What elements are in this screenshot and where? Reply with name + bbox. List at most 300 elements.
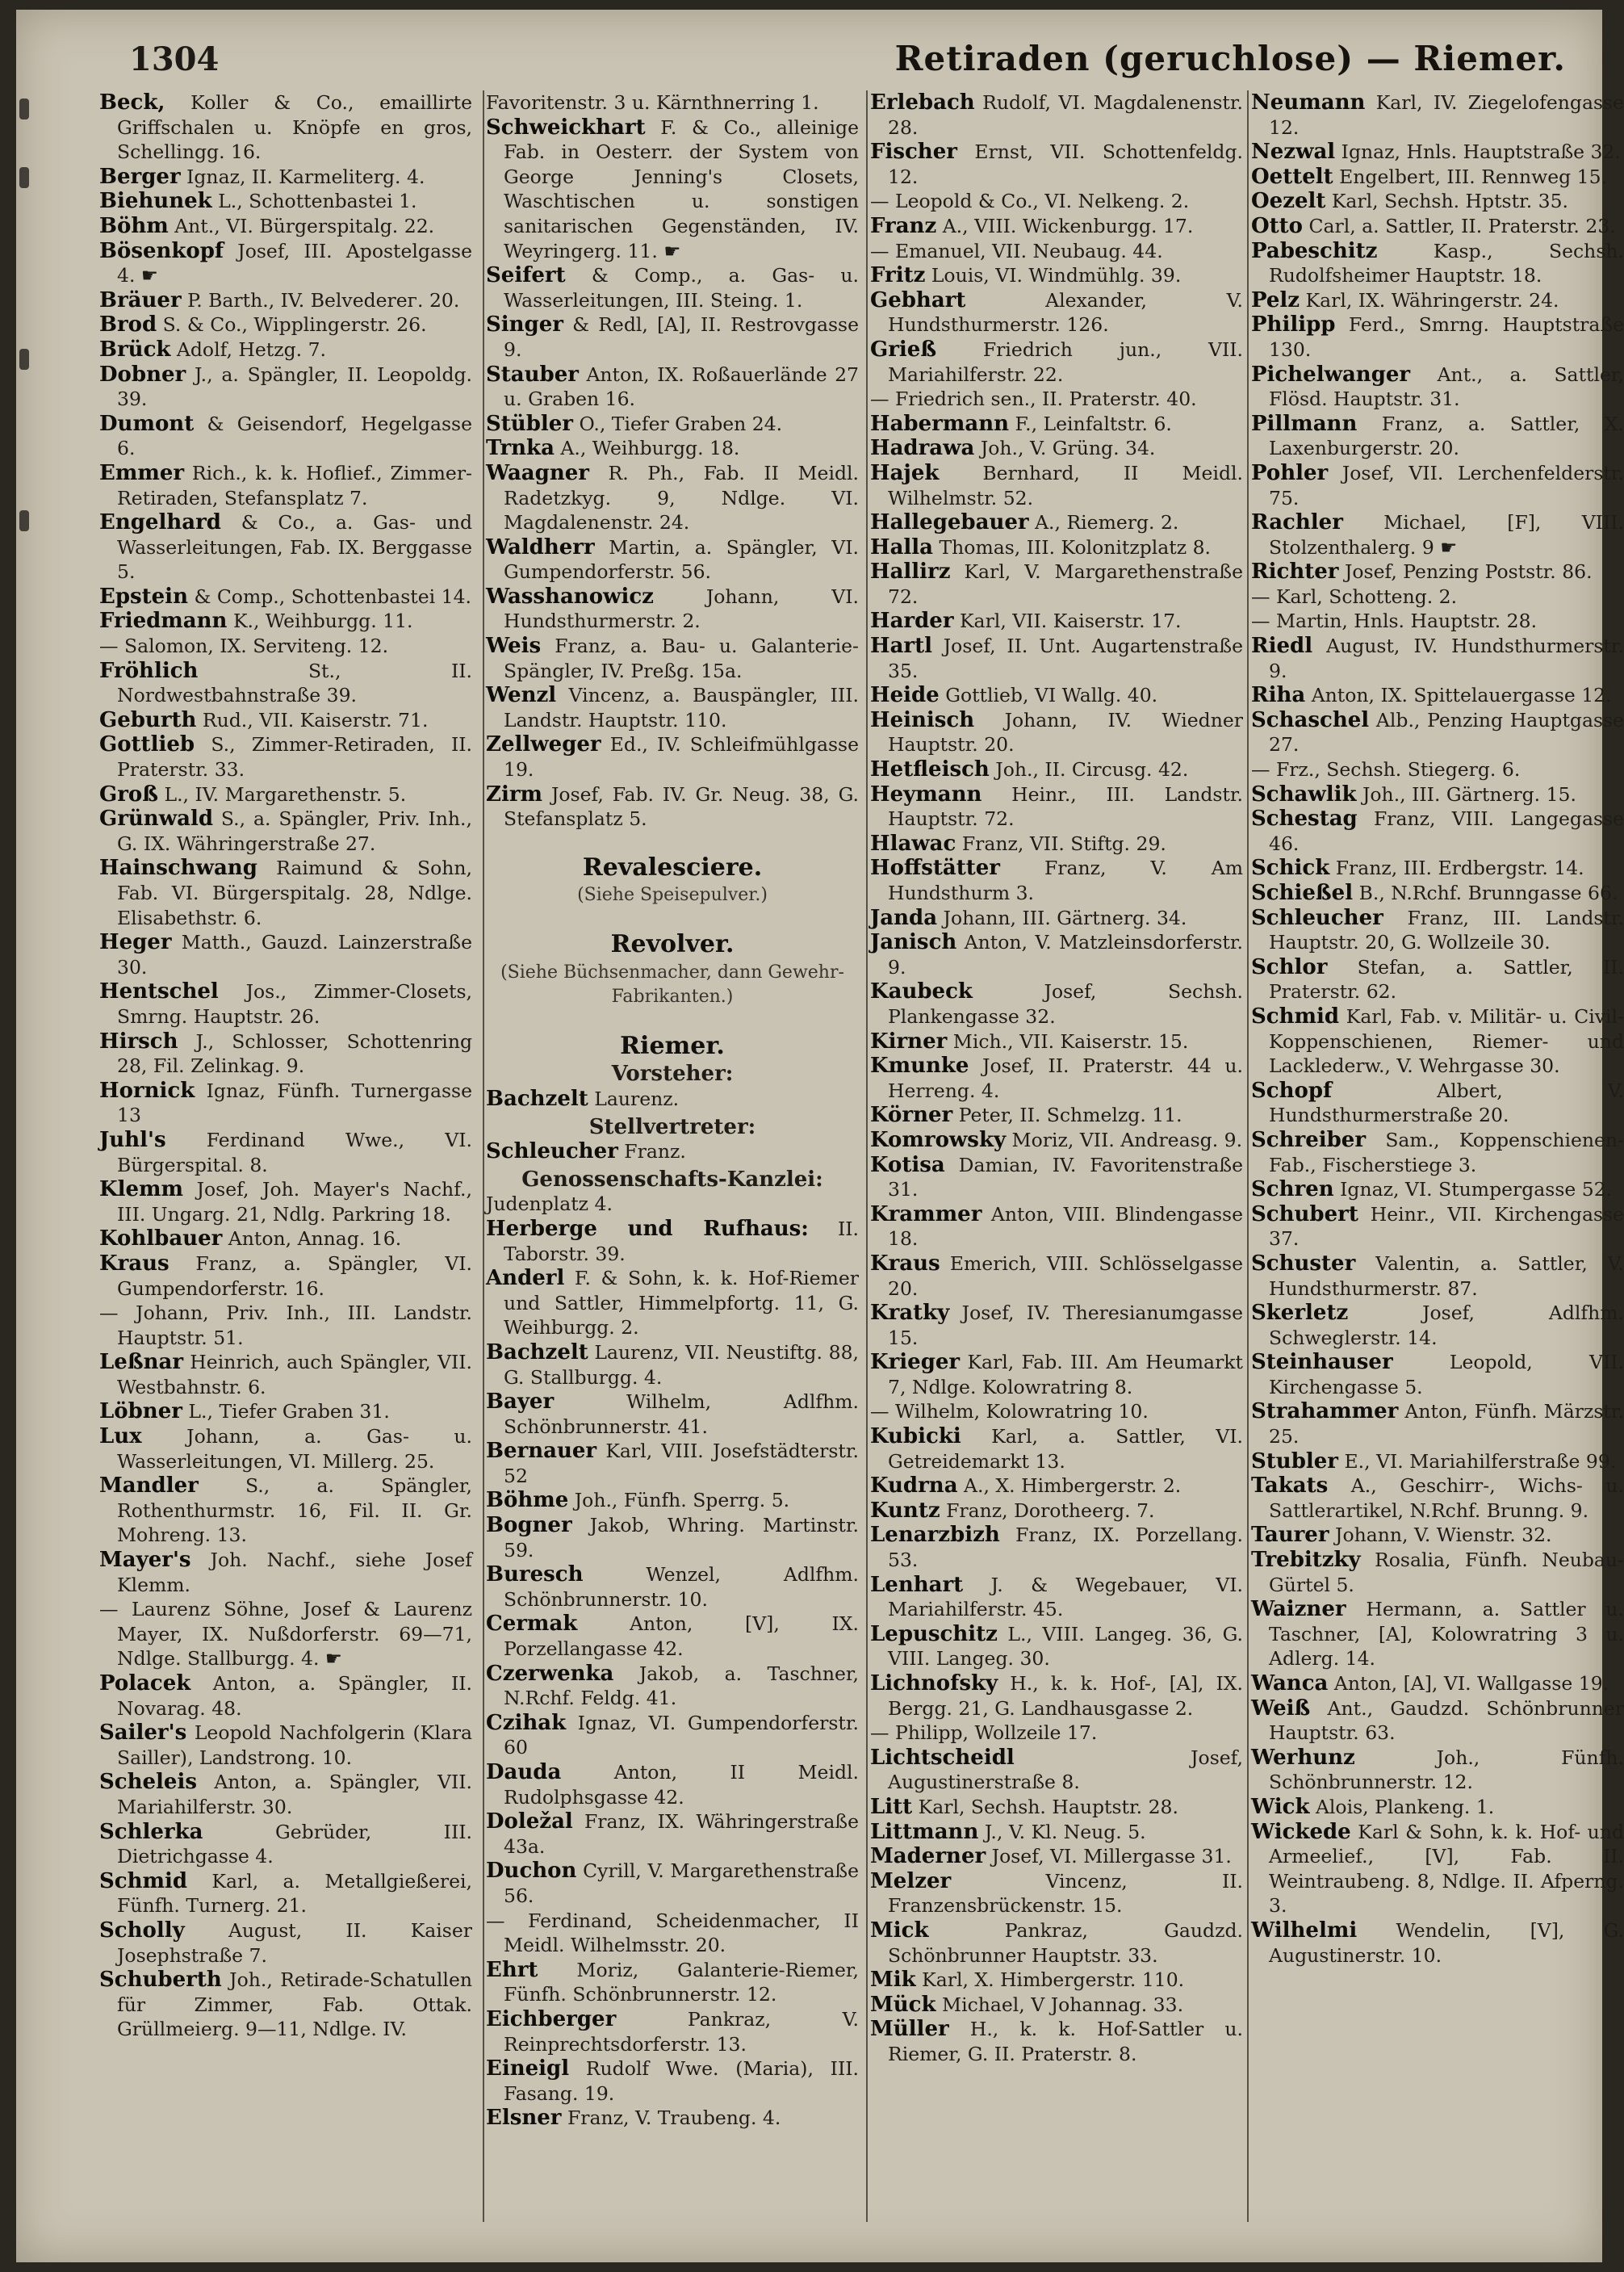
directory-entry xyxy=(870,214,1243,239)
directory-entry xyxy=(1251,782,1624,807)
directory-entry xyxy=(870,1202,1243,1251)
entry-name: Stübler xyxy=(486,411,573,436)
entry-details: Ignaz, Fünfh. Turnergasse 13 xyxy=(117,1079,472,1127)
directory-entry xyxy=(1251,1301,1624,1350)
directory-entry xyxy=(870,1844,1243,1869)
directory-entry xyxy=(486,115,859,264)
directory-entry xyxy=(1251,1202,1624,1251)
directory-entry xyxy=(1251,288,1624,313)
entry-name: Habermann xyxy=(870,411,1009,436)
entry-details: Engelbert, III. Rennweg 15. xyxy=(1333,165,1608,188)
entry-name: Trebitzky xyxy=(1251,1548,1361,1573)
entry-name: Löbner xyxy=(99,1399,182,1424)
directory-entry xyxy=(1251,1004,1624,1079)
directory-entry xyxy=(1251,634,1624,683)
entry-details: Karl, Fab. III. Am Heumarkt 7, Ndlge. Kolowratring 8. xyxy=(888,1351,1243,1398)
entry-details: Joh., Retirade-Schatullen für Zimmer, Fab. Ottak. Grüllmeierg. 9—11, Ndlge. IV. xyxy=(117,1968,472,2041)
page-edge-mark xyxy=(19,99,29,119)
directory-entry xyxy=(1251,1399,1624,1448)
entry-details: — Karl, Schotteng. 2. xyxy=(1251,585,1458,608)
directory-entry xyxy=(99,1177,472,1226)
entry-name: Hirsch xyxy=(99,1029,178,1054)
entry-details: Ferdinand Wwe., VI. Bürgerspital. 8. xyxy=(117,1128,472,1176)
entry-details: August, II. Kaiser Josephstraße 7. xyxy=(117,1918,472,1967)
directory-entry xyxy=(870,1473,1243,1499)
entry-details: Ignaz, Hnls. Hauptstraße 32. xyxy=(1335,140,1621,164)
entry-details: J. & Wegebauer, VI. Mariahilferstr. 45. xyxy=(888,1573,1243,1621)
entry-details: Johann, IV. Wiedner Hauptstr. 20. xyxy=(888,708,1243,757)
directory-entry xyxy=(99,609,472,634)
directory-entry xyxy=(1251,1523,1624,1548)
directory-entry xyxy=(99,312,472,337)
directory-entry xyxy=(486,1266,859,1340)
entry-name: Kuntz xyxy=(870,1498,940,1523)
directory-entry xyxy=(486,2056,859,2106)
directory-entry xyxy=(870,906,1243,931)
entry-details: — Wilhelm, Kolowratring 10. xyxy=(870,1400,1149,1423)
entry-name: Lux xyxy=(99,1424,142,1449)
directory-entry xyxy=(870,757,1243,782)
page-edge-mark xyxy=(19,167,29,188)
entry-details: Favoritenstr. 3 u. Kärnthnerring 1. xyxy=(486,91,819,114)
directory-entry xyxy=(99,1301,472,1350)
entry-name: Böhm xyxy=(99,213,169,238)
entry-name: Brück xyxy=(99,337,171,362)
entry-name: Philipp xyxy=(1251,312,1336,337)
directory-entry xyxy=(870,1795,1243,1820)
entry-details: Wenzel, Adlfhm. Schönbrunnerstr. 10. xyxy=(504,1563,859,1611)
entry-details: Bernhard, II Meidl. Wilhelmstr. 52. xyxy=(888,461,1243,509)
entry-details: Franz, IX. Währingerstraße 43a. xyxy=(504,1810,859,1858)
entry-name: Kotisa xyxy=(870,1152,945,1177)
directory-entry xyxy=(99,1079,472,1128)
entry-name: Dumont xyxy=(99,411,195,436)
entry-name: Strahammer xyxy=(1251,1399,1399,1424)
entry-name: Grieß xyxy=(870,337,937,362)
entry-details: A., Weihburgg. 18. xyxy=(554,437,740,460)
entry-name: Bräuer xyxy=(99,287,182,312)
directory-entry xyxy=(1251,412,1624,461)
entry-name: Janisch xyxy=(870,930,957,955)
entry-details: Laurenz, VII. Neustiftg. 88, G. Stallburgg. 4. xyxy=(504,1340,859,1389)
entry-name: Fritz xyxy=(870,263,926,288)
entry-details: Alois, Plankeng. 1. xyxy=(1309,1795,1495,1818)
entry-name: Scheleis xyxy=(99,1770,197,1795)
entry-name: Schick xyxy=(1251,856,1330,881)
directory-entry xyxy=(870,1029,1243,1054)
entry-name: Schuberth xyxy=(99,1968,222,1993)
directory-entry xyxy=(99,585,472,610)
directory-entry xyxy=(486,1760,859,1809)
entry-name: Schestag xyxy=(1251,807,1358,832)
directory-entry xyxy=(486,1909,859,1958)
directory-entry xyxy=(486,1958,859,2007)
directory-entry xyxy=(99,807,472,856)
directory-entry xyxy=(870,1746,1243,1795)
entry-name: Schopf xyxy=(1251,1078,1333,1103)
directory-entry xyxy=(99,1473,472,1548)
entry-details: & Co., a. Gas- und Wasserleitungen, Fab. IX. Berggasse 5. xyxy=(117,511,472,584)
directory-entry xyxy=(1251,560,1624,585)
directory-page xyxy=(16,10,1624,2262)
column-divider xyxy=(483,90,484,2222)
directory-entry xyxy=(1251,757,1624,782)
entry-name: Schleucher xyxy=(486,1139,618,1164)
entry-details: Peter, II. Schmelzg. 11. xyxy=(952,1104,1182,1127)
entry-details: S., Zimmer-Retiraden, II. Praterstr. 33. xyxy=(117,733,472,782)
directory-entry xyxy=(486,461,859,535)
entry-details: Anton, IX. Spittelauergasse 12. xyxy=(1305,684,1612,707)
directory-entry xyxy=(1251,239,1624,288)
directory-entry xyxy=(99,461,472,510)
directory-entry xyxy=(870,461,1243,510)
entry-details: Sam., Koppenschienen-Fab., Fischerstiege 3. xyxy=(1269,1128,1624,1176)
entry-details: S., a. Spängler, Rothenthurmstr. 16, Fil. II. Gr. Mohreng. 13. xyxy=(117,1474,472,1547)
directory-entry xyxy=(486,1139,859,1164)
entry-details: — Salomon, IX. Serviteng. 12. xyxy=(99,635,389,658)
directory-entry xyxy=(870,1622,1243,1671)
entry-name: Hentschel xyxy=(99,979,219,1004)
entry-name: Hajek xyxy=(870,460,940,485)
entry-details: Anton, IX. Roßauerlände 27 u. Graben 16. xyxy=(504,363,859,411)
entry-name: Stubler xyxy=(1251,1448,1338,1473)
entry-name: Hoffstätter xyxy=(870,856,1001,881)
entry-details: Judenplatz 4. xyxy=(486,1193,613,1216)
entry-details: Josef, VI. Millergasse 31. xyxy=(986,1845,1232,1868)
entry-name: Melzer xyxy=(870,1868,952,1893)
entry-details: Josef, Penzing Poststr. 86. xyxy=(1338,560,1593,584)
entry-details: Ant., VI. Bürgerspitalg. 22. xyxy=(168,214,435,237)
entry-name: Kratky xyxy=(870,1301,950,1326)
entry-name: Mik xyxy=(870,1968,916,1993)
directory-entry xyxy=(870,782,1243,832)
entry-details: Johann, a. Gas- u. Wasserleitungen, VI. Millerg. 25. xyxy=(117,1425,472,1473)
entry-name: Wasshanowicz xyxy=(486,584,654,609)
entry-name: Eineigl xyxy=(486,2056,570,2081)
directory-entry xyxy=(486,312,859,362)
directory-entry xyxy=(99,1671,472,1721)
directory-entry xyxy=(870,1153,1243,1202)
entry-details: Thomas, III. Kolonitzplatz 8. xyxy=(933,535,1212,559)
entry-name: Groß xyxy=(99,782,158,807)
directory-entry xyxy=(1251,165,1624,190)
entry-name: Erlebach xyxy=(870,90,975,115)
entry-name: Cermak xyxy=(486,1612,578,1637)
entry-name: Schren xyxy=(1251,1177,1334,1202)
entry-name: Czerwenka xyxy=(486,1661,614,1686)
entry-details: August, IV. Hundsthurmerstr. 9. xyxy=(1269,635,1624,682)
entry-name: Lenhart xyxy=(870,1572,964,1597)
entry-details: Josef, Augustinerstraße 8. xyxy=(888,1746,1243,1794)
directory-entry xyxy=(486,1340,859,1390)
directory-entry xyxy=(486,1662,859,1711)
entry-details: Ignaz, VI. Stumpergasse 52. xyxy=(1333,1178,1613,1201)
entry-name: Pabeschitz xyxy=(1251,238,1378,263)
entry-name: Lenarzbizh xyxy=(870,1523,1000,1548)
entry-name: Böhme xyxy=(486,1488,569,1513)
entry-name: Bayer xyxy=(486,1390,555,1415)
entry-name: Skerletz xyxy=(1251,1301,1349,1326)
entry-details: Joh., III. Gärtnerg. 15. xyxy=(1356,782,1576,806)
entry-details: Franz, IX. Porzellang. 53. xyxy=(888,1524,1243,1572)
directory-entry xyxy=(99,412,472,461)
directory-entry xyxy=(1251,363,1624,412)
entry-name: Lepuschitz xyxy=(870,1621,998,1646)
page-edge-mark xyxy=(19,349,29,370)
directory-entry xyxy=(99,239,472,288)
entry-name: Hlawac xyxy=(870,831,956,856)
entry-name: Polacek xyxy=(99,1671,191,1696)
entry-details: Franz, VII. Stiftg. 29. xyxy=(956,832,1166,855)
directory-entry xyxy=(99,1820,472,1869)
entry-details: Ignaz, II. Karmeliterg. 4. xyxy=(180,165,425,188)
subheading: Stellvertreter: xyxy=(588,1114,756,1139)
directory-entry xyxy=(486,1488,859,1513)
entry-name: Bachzelt xyxy=(486,1339,588,1364)
entry-details: Franz, V. Am Hundsthurm 3. xyxy=(888,857,1243,904)
directory-entry xyxy=(870,1869,1243,1918)
entry-name: Mandler xyxy=(99,1473,199,1499)
subheading: Vorsteher: xyxy=(611,1062,734,1087)
entry-details: Jakob, a. Taschner, N.Rchf. Feldg. 41. xyxy=(504,1662,859,1710)
entry-details: Josef, Sechsh. Plankengasse 32. xyxy=(888,980,1243,1028)
directory-entry xyxy=(486,1192,859,1217)
entry-name: Mick xyxy=(870,1918,929,1943)
directory-entry xyxy=(1251,585,1624,610)
entry-name: Waagner xyxy=(486,460,589,485)
entry-name: Bernauer xyxy=(486,1439,597,1464)
entry-name: Kraus xyxy=(870,1251,940,1276)
entry-details: Johann, V. Wienstr. 32. xyxy=(1329,1524,1552,1547)
directory-entry xyxy=(486,263,859,312)
directory-entry xyxy=(870,1350,1243,1399)
entry-details: Alexander, V. Hundsthurmerstr. 126. xyxy=(888,288,1243,337)
entry-name: Engelhard xyxy=(99,510,221,535)
entry-name: Lichtscheidl xyxy=(870,1745,1015,1770)
directory-entry xyxy=(1251,683,1624,708)
entry-details: Karl, X. Himbergerstr. 110. xyxy=(915,1968,1185,1992)
entry-details: J., a. Spängler, II. Leopoldg. 39. xyxy=(117,363,472,411)
entry-name: Wickede xyxy=(1251,1819,1351,1844)
entry-details: Moriz, VII. Andreasg. 9. xyxy=(1006,1128,1243,1151)
directory-entry xyxy=(870,412,1243,437)
entry-details: Anton, Fünfh. Märzstr. 25. xyxy=(1269,1400,1624,1448)
entry-details: Franz, a. Bau- u. Galanterie-Spängler, IV. Preßg. 15a. xyxy=(504,635,859,682)
section-heading: Revolver. xyxy=(610,930,735,958)
directory-entry xyxy=(870,1918,1243,1968)
directory-entry xyxy=(486,1809,859,1859)
entry-name: Schlor xyxy=(1251,954,1328,979)
column-divider xyxy=(1247,90,1249,2222)
entry-name: Scholly xyxy=(99,1918,185,1943)
entry-details: Karl, a. Metallgießerei, Fünfh. Turnerg. 21. xyxy=(117,1869,472,1918)
entry-details: — Laurenz Söhne, Josef & Laurenz Mayer, IX. Nußdorferstr. 69—71, Ndlge. Stallburgg. 4. ☛ xyxy=(99,1598,472,1670)
directory-entry xyxy=(870,2017,1243,2066)
entry-name: Schleucher xyxy=(1251,905,1383,930)
directory-entry xyxy=(870,1968,1243,1993)
entry-details: Wendelin, [V], G. Augustinerstr. 10. xyxy=(1269,1918,1624,1967)
entry-details: Gebrüder, III. Dietrichgasse 4. xyxy=(117,1820,472,1868)
entry-details: Josef, II. Praterstr. 44 u. Herreng. 4. xyxy=(888,1054,1243,1102)
directory-entry xyxy=(486,1562,859,1612)
entry-details: H., k. k. Hof-, [A], IX. Bergg. 21, G. Landhausgasse 2. xyxy=(888,1672,1243,1720)
entry-details: S. & Co., Wipplingerstr. 26. xyxy=(157,313,427,337)
directory-entry xyxy=(1251,1350,1624,1399)
section-heading: Riemer. xyxy=(620,1031,725,1060)
entry-details: Franz, VIII. Langegasse 46. xyxy=(1269,807,1624,855)
entry-details: Josef, IV. Theresianumgasse 15. xyxy=(888,1302,1243,1349)
entry-details: Joh., Fünfh. Sperrg. 5. xyxy=(568,1489,790,1512)
entry-name: Franz xyxy=(870,213,937,238)
entry-details: Joh., V. Grüng. 34. xyxy=(974,437,1156,460)
entry-details: Pankraz, V. Reinprechtsdorferstr. 13. xyxy=(504,2007,859,2056)
entry-name: Steinhauser xyxy=(1251,1350,1393,1375)
directory-entry xyxy=(870,856,1243,905)
directory-entry xyxy=(486,585,859,634)
entry-details: Gottlieb, VI Wallg. 40. xyxy=(939,684,1158,707)
directory-entry xyxy=(99,782,472,807)
directory-entry xyxy=(870,1128,1243,1153)
directory-entry xyxy=(1251,1746,1624,1795)
entry-details: Anton, a. Spängler, VII. Mariahilferstr. 30. xyxy=(117,1771,472,1818)
entry-details: Karl, IV. Ziegelofengasse 12. xyxy=(1269,91,1624,139)
entry-details: Johann, III. Gärtnerg. 34. xyxy=(937,906,1187,929)
entry-details: Ferd., Smrng. Hauptstraße 130. xyxy=(1269,313,1624,361)
entry-details: Ant., Gaudzd. Schönbrunner Hauptstr. 63. xyxy=(1269,1696,1624,1745)
entry-name: Trnka xyxy=(486,436,555,461)
entry-name: Schreiber xyxy=(1251,1127,1367,1152)
entry-name: Nezwal xyxy=(1251,140,1336,165)
directory-entry xyxy=(99,1424,472,1473)
entry-details: Ignaz, VI. Gumpendorferstr. 60 xyxy=(504,1711,859,1759)
entry-details: Laurenz. xyxy=(588,1087,680,1110)
section-note: (Siehe Speisepulver.) xyxy=(577,885,768,906)
entry-details: — Martin, Hnls. Hauptstr. 28. xyxy=(1251,610,1538,633)
entry-details: Rudolf, VI. Magdalenenstr. 28. xyxy=(888,91,1243,139)
directory-entry xyxy=(1251,1548,1624,1597)
directory-entry xyxy=(99,510,472,585)
entry-name: Hadrawa xyxy=(870,436,975,461)
entry-name: Halla xyxy=(870,534,934,560)
entry-details: K., Weihburgg. 11. xyxy=(227,610,413,633)
directory-entry xyxy=(486,412,859,437)
entry-details: Rud., VII. Kaiserstr. 71. xyxy=(196,708,429,731)
entry-name: Otto xyxy=(1251,213,1304,238)
entry-name: Weis xyxy=(486,634,542,659)
subheading: Genossenschafts-Kanzlei: xyxy=(521,1167,823,1192)
entry-details: — Johann, Priv. Inh., III. Landstr. Hauptstr. 51. xyxy=(99,1302,472,1349)
entry-name: Heide xyxy=(870,683,940,708)
directory-entry xyxy=(486,782,859,832)
entry-details: A., X. Himbergerstr. 2. xyxy=(957,1474,1182,1498)
entry-name: Pohler xyxy=(1251,460,1329,485)
directory-entry xyxy=(870,1424,1243,1473)
entry-name: Pillmann xyxy=(1251,411,1358,436)
entry-name: Schmid xyxy=(99,1868,188,1893)
directory-entry xyxy=(870,90,1243,140)
entry-details: Anton, [A], VI. Wallgasse 19. xyxy=(1328,1672,1609,1695)
entry-name: Richter xyxy=(1251,560,1339,585)
entry-name: Czihak xyxy=(486,1710,567,1735)
directory-entry xyxy=(1251,90,1624,140)
entry-name: Lichnofsky xyxy=(870,1671,998,1696)
entry-details: Franz, a. Sattler, X. Laxenburgerstr. 20. xyxy=(1269,412,1624,460)
entry-name: Bachzelt xyxy=(486,1086,588,1111)
directory-entry xyxy=(1251,881,1624,906)
entry-details: Emerich, VIII. Schlösselgasse 20. xyxy=(888,1251,1243,1300)
directory-entry xyxy=(1251,189,1624,214)
directory-entry xyxy=(99,1721,472,1770)
directory-entry xyxy=(1251,1820,1624,1918)
entry-name: Komrowsky xyxy=(870,1127,1007,1152)
directory-entry xyxy=(870,1523,1243,1572)
entry-details: Stefan, a. Sattler, II. Praterstr. 62. xyxy=(1269,955,1624,1004)
directory-entry xyxy=(99,1350,472,1399)
directory-entry xyxy=(870,1671,1243,1721)
directory-entry xyxy=(870,1573,1243,1622)
entry-details: Wilhelm, Adlfhm. Schönbrunnerstr. 41. xyxy=(504,1390,859,1438)
directory-entry xyxy=(99,634,472,659)
directory-entry xyxy=(1251,312,1624,362)
directory-entry xyxy=(99,288,472,313)
entry-name: Eichberger xyxy=(486,2006,617,2031)
entry-details: Johann, VI. Hundsthurmerstr. 2. xyxy=(504,585,859,633)
directory-entry xyxy=(99,1029,472,1079)
directory-entry xyxy=(870,1054,1243,1103)
entry-details: E., VI. Mariahilferstraße 99. xyxy=(1338,1449,1617,1473)
entry-name: Riedl xyxy=(1251,634,1313,659)
entry-details: Karl, V. Margarethenstraße 72. xyxy=(888,560,1243,608)
entry-details: Michael, [F], VIII. Stolzenthalerg. 9 ☛ xyxy=(1269,511,1624,559)
entry-details: & Redl, [A], II. Restrovgasse 9. xyxy=(504,313,859,361)
entry-details: — Emanuel, VII. Neubaug. 44. xyxy=(870,239,1163,262)
entry-name: Biehunek xyxy=(99,189,212,214)
entry-name: Mück xyxy=(870,1992,936,2017)
entry-name: Anderl xyxy=(486,1266,565,1291)
directory-entry xyxy=(870,535,1243,560)
entry-details: Josef, VII. Lerchenfelderstr. 75. xyxy=(1269,461,1624,509)
entry-name: Rachler xyxy=(1251,510,1343,535)
directory-entry xyxy=(99,1918,472,1968)
directory-entry xyxy=(1251,1079,1624,1128)
entry-name: Zellweger xyxy=(486,732,601,757)
directory-entry xyxy=(99,856,472,930)
directory-entry xyxy=(870,387,1243,412)
entry-details: — Friedrich sen., II. Praterstr. 40. xyxy=(870,388,1197,411)
entry-details: Franz, III. Erdbergstr. 14. xyxy=(1329,857,1584,880)
entry-details: L., Tiefer Graben 31. xyxy=(182,1400,390,1423)
entry-name: Krammer xyxy=(870,1201,982,1226)
entry-details: — Ferdinand, Scheidenmacher, II Meidl. Wilhelmsstr. 20. xyxy=(486,1909,859,1957)
directory-entry xyxy=(870,979,1243,1029)
entry-details: Friedrich jun., VII. Mariahilferstr. 22. xyxy=(888,337,1243,386)
entry-details: Raimund & Sohn, Fab. VI. Bürgerspitalg. 28, Ndlge. Elisabethstr. 6. xyxy=(117,857,472,929)
column-divider xyxy=(866,90,868,2222)
directory-entry xyxy=(870,189,1243,214)
entry-name: Juhl's xyxy=(99,1127,166,1152)
entry-name: Hetfleisch xyxy=(870,757,990,782)
entry-details: Valentin, a. Sattler, V. Hundsthurmerstr. 87. xyxy=(1269,1251,1624,1300)
entry-name: Schlerka xyxy=(99,1819,203,1844)
entry-name: Hornick xyxy=(99,1078,195,1103)
directory-entry xyxy=(1251,1251,1624,1301)
entry-name: Wick xyxy=(1251,1794,1310,1819)
entry-name: Seifert xyxy=(486,263,566,288)
directory-entry xyxy=(99,90,472,165)
entry-details: F. & Sohn, k. k. Hof-Riemer und Sattler, Himmelpfortg. 11, G. Weihburgg. 2. xyxy=(504,1267,859,1339)
page-header xyxy=(129,40,1590,89)
entry-details: Carl, a. Sattler, II. Praterstr. 23. xyxy=(1303,214,1616,237)
